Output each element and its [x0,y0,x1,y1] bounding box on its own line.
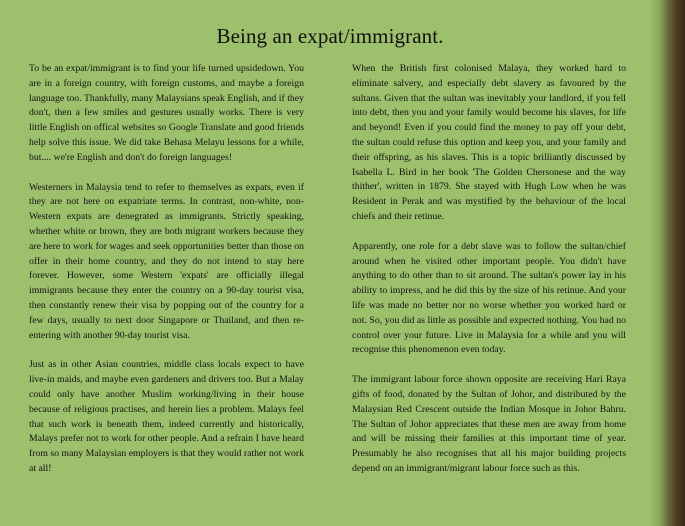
book-spine-shadow [663,0,685,526]
right-paragraph-3: The immigrant labour force shown opposite are receiving Hari Raya gifts of food, donated by the Sultan of Johor, and distributed by the Malaysian Red Crescent outside the Indian Mosque in Johor Bahru. The Sultan of Johor appreciates that these men are away from home and will be missing their families at this important time of year. Presumably he also recognises that all his major building projects depend on an immigrant/migrant labour force such as this. [352,374,626,474]
left-column [29,62,304,492]
right-column [352,62,626,492]
right-paragraph-1: When the British first colonised Malaya, they worked hard to eliminate salvery, and especially debt slavery as favoured by the sultans. Given that the sultan was inevitably your landlord, if you fell into debt, then you and your family would become his slaves, for life and beyond! Even if you could find the money to pay off your debt, the sultan could refuse this option and keep you, and your family and their offspring, as his slaves. This is a topic brilliantly discussed by Isabella L. Bird in her book 'The Golden Chersonese and the way thither', written in 1879. She stayed with Hugh Low when he was Resident in Perak and was mystified by the behaviour of the local chiefs and their retinue. [352,63,626,222]
left-paragraph-3: Just as in other Asian countries, middle class locals expect to have live-in maids, and maybe even gardeners and drivers too. But a Malay could only have another Muslim working/living in their house because of religious practises, and herein lies a problem. Malays feel that such work is beneath them, indeed currently and historically, Malays prefer not to work for other people. And a refrain I have heard from so many Malaysian employers is that they would rather not work at all! [29,359,304,474]
left-paragraph-1: To be an expat/immigrant is to find your life turned upsidedown. You are in a foreign country, with foreign customs, and maybe a foreign language too. Thankfully, many Malaysians speak English, and if they don't, then a few smiles and gestures usually works. There is very little English on offical websites so Google Translate and good friends help solve this issue. We did take Behasa Melayu lessons for a while, but.... we're English and don't do foreign languages! [29,63,304,163]
right-paragraph-2: Apparently, one role for a debt slave was to follow the sultan/chief around when he visited other important people. You didn't have anything to do other than to sit around. The sultan's power lay in his ability to impress, and he did this by the size of his retinue. And your life was made no better nor no worse whether you worked hard or not. So, you did as little as possible and expected nothing. You had no control over your future. Live in Malaysia for a while and you will recognise this phenomenon even today. [352,240,626,356]
page-title: Being an expat/immigrant. [216,24,444,48]
left-paragraph-2: Westerners in Malaysia tend to refer to themselves as expats, even if they are not here on expatriate terms. In contrast, non-white, non-Western expats are denegrated as immigrants. Strictly speaking, whether white or brown, they are both migrant workers because they are here to work for wages and seek opportunities better than those on offer in their home country, and they do not intend to stay here forever. However, some Western 'expats' are officially illegal immigrants because they enter the country on a 90-day tourist visa, then constantly renew their visa by popping out of the country for a few days, usually to next door Singapore or Thailand, and then re-entering with another 90-day tourist visa. [29,181,304,341]
